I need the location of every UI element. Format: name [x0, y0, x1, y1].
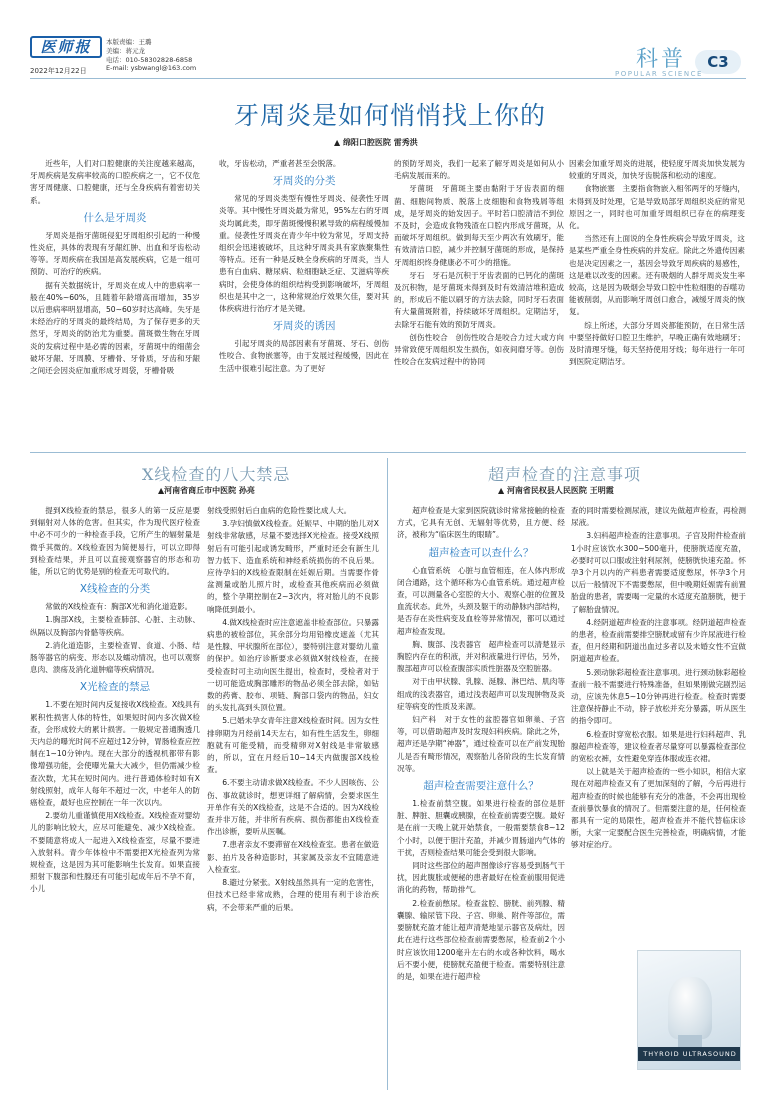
- staff-designer: 美编：蒋元龙: [106, 47, 145, 55]
- article3-title: 超声检查的注意事项: [488, 465, 642, 484]
- subheading: 牙周炎的分类: [272, 175, 336, 188]
- page-number: C3: [695, 50, 741, 74]
- staff-phone: 电话：010-58302828-6858: [106, 56, 193, 64]
- article1-column-3: [394, 158, 564, 448]
- paragraph: 3.妇科超声检查的注意事项。子宫及附件检查前1小时应该饮水300~500毫升，使膀胱适度充盈，必要时可以口服或注射利尿剂，使膀胱快速充盈。怀孕3个月以内的产科患者需要适度憋尿，怀孕3个月以后一般情况下不需要憋尿，但中晚期妊娠需有前置胎盘的患者，需要喝一定量的水适度充盈膀胱，便于了解胎盘情况。: [571, 531, 746, 614]
- paragraph: 以上就是关于超声检查的一些小知识，相信大家现在对超声检查又有了更加深刻的了解，今后再进行超声检查的时候也能够有充分的准备，不会再出现检查前暴饮暴食的情况了。但需要注意的是，任何检查都具有一定的局限性，超声检查并不能代替临床诊断，大家一定要配合医生完善检查，明确病情，才能够对症治疗。: [571, 767, 746, 850]
- article1-byline: ▲ 绵阳口腔医院 雷秀洪: [334, 138, 418, 147]
- paragraph: 同时这些部位的超声图像诊疗容易受到肠气干扰，因此腹胀或便秘的患者最好在检查前服用促进消化的药物，帮助排气。: [397, 861, 565, 895]
- paragraph: 食物嵌塞 主要指食物嵌入相邻两牙的牙缝内，未得到及时处理，它是导致局部牙周组织炎症的常见原因之一，同时也可加重牙周组织已存在的病理变化。: [569, 184, 745, 231]
- paragraph: 查的同时需要检测尿液，建议先做超声检查，再检测尿液。: [571, 506, 746, 528]
- paragraph: 6.不要主动请求做X线检查。不少人因咳伤、公伤、事故就诊时，想更详细了解病情，会要求医生开单作有关的X线检查，这是不合适的。因为X线检查并非万能，并非所有疾病、损伤都能由X线检查作出诊断，要听从医嘱。: [207, 778, 379, 837]
- paragraph: 8.避过分紧张。X射线虽然具有一定的危害性，但技术已经非常成熟，合理的使用有利于诊治疾病，不会带来严重的后果。: [207, 878, 379, 912]
- paragraph: 常见的牙周炎类型有慢性牙周炎、侵袭性牙周炎等。其中慢性牙周炎最为常见，95%左右的牙周炎均属此类，即牙菌斑慢慢积累导致的病程缓慢加重。侵袭性牙周炎在青少年中较为常见，牙周支持组织会迅速被破坏，且这种牙周炎具有家族聚集性等特点。还有一种是反映全身疾病的牙周炎，当人患有白血病、糖尿病、粒细胞缺乏症、艾滋病等疾病时，会使身体的组织结构受到影响破坏，牙周组织也是其中之一，这种常规治疗效果欠佳，要对其体疾病进行治疗才是关键。: [219, 194, 389, 314]
- newspaper-logo: 医师报: [30, 36, 102, 58]
- paragraph: 7.患者亲友不要滞留在X线检查室。患者在做造影、拍片及各种造影时，其家属及亲友不宜随意进入检查室。: [207, 840, 379, 874]
- section-divider: [30, 452, 746, 453]
- subheading: 超声检查可以查什么？: [428, 546, 534, 559]
- paragraph: 当然还有上面说的全身性疾病会导致牙周炎，这是某些严重全身性疾病的并发症。除此之外遗传因素也是决定因素之一，基因会导致牙周疾病的易感性，这是难以改变的因素。还有吸烟的人群牙周炎发生率较高，这是因为吸烟会导致口腔中性粒细胞的吞噬功能被削弱，从而影响牙周创口愈合，减缓牙周炎的恢复。: [569, 234, 745, 317]
- article2-column-2: [207, 505, 379, 1090]
- paragraph: 2.消化道造影，主要检查胃、食道、小肠、结肠等器官的病变、形态以及蠕动情况，也可以观察息肉、溃疡及消化道肿瘤等疾病情况。: [30, 640, 200, 675]
- subheading: 牙周炎的诱因: [272, 320, 336, 333]
- paragraph: 常做的X线检查有：胸部X光和消化道造影。: [45, 602, 193, 612]
- paragraph: 4.经阴道超声检查的注意事项。经阴道超声检查的患者，检查前需要排空膀胱或留有少许尿液进行检查，但月经期和阴道出血过多者以及未婚女性不宜做阴道超声检查。: [571, 617, 746, 664]
- paragraph: 的预防牙周炎，我们一起来了解牙周炎是如何从小毛病发展而来的。: [394, 159, 564, 181]
- paragraph: 2.要幼儿重谨慎使用X线检查。X线检查对婴幼儿的影响比较大，应尽可能避免、减少X线检查。不要随意将成人一起进入X线检查室，尽量不要进入放射科。青少年体检中不需要把X光检查列为常规检查，这是因为其可能影响生长发育。如果直接照射下腹部和性腺还有可能引起成年后不孕不育，小儿: [30, 811, 200, 894]
- paragraph: 3.孕妇慎做X线检查。妊娠早、中期的胎儿对X射线非常敏感，尽量不要选择X光检查。接受X线照射后有可能引起或诱发畸形，严重时还会有新生儿智力低下、造血系统和神经系统损伤的不良后果。应待孕妇的X线检查限制在妊娠后期。当需要作骨盆测量或胎儿照片时，或检查其他疾病而必须做的，整个孕期控制在2~3次内，将对胎儿的不良影响降低到最小。: [207, 519, 379, 614]
- paragraph: 超声检查是大家到医院就诊时常常接触的检查方式，它具有无创、无辐射等优势，且方便、经济，被称为“临床医生的眼睛”。: [397, 506, 565, 540]
- article3-column-1: [397, 505, 565, 1090]
- article1-column-2: [219, 158, 389, 448]
- article2-byline: ▲河南省商丘市中医院 孙亮: [158, 486, 255, 495]
- paragraph: 据有关数据统计，牙周炎在成人中的患病率一般在40%~60%，且随着年龄增高而增加，35岁以后患病率明显增高，50~60岁时达高峰。失牙是未经治疗的牙周炎的最终结局，为了保存更多的天然牙，牙周炎的防治尤为重要。菌斑微生物在牙周炎的发病过程中是必需的因素，牙菌斑中的细菌会破坏牙龈、牙周膜、牙槽骨、牙骨质，牙齿和牙龈之间还会因炎症加重形成牙周袋，牙槽骨吸: [30, 280, 200, 376]
- paragraph: 5.已婚未孕女青年注意X线检查时间。因为女性排卵期为月经前14天左右，如有性生活发生，卵细胞就有可能受精，而受精卵对X射线是非常敏感的，所以，宜在月经后10~14天内做腹部X线检查。: [207, 716, 379, 775]
- article3-column-2: [571, 505, 746, 945]
- article3-byline: ▲ 河南省民权县人民医院 王明霞: [498, 486, 614, 495]
- subheading: X线检查的分类: [79, 583, 151, 596]
- section-title: 科普: [636, 47, 687, 72]
- paragraph: 提到X线检查的禁忌，很多人的第一反应是要到辐射对人体的危害。但其实，作为现代医疗检查中必不可少的一种检查手段，它所产生的辐射量是微乎其微的。X线检查因为简便易行，可以立即得到检查结果，并且可以直接观察器官的形态和功能，所以它的优势是别的检查无可取代的。: [30, 506, 200, 577]
- paragraph: 牙石 牙石是沉积于牙齿表面的已钙化的菌斑及沉积物，是牙菌斑未得到及时有效清洁堆积造成的，形成后不能以刷牙的方法去除，同时牙石表面有大量菌斑附着，持续破坏牙周组织。定期洁牙，去除牙石能有效的预防牙周炎。: [394, 270, 564, 329]
- ultrasound-probe-image: [668, 977, 712, 1039]
- paragraph: 2.检查前憋尿。检查盆腔、膀胱、前列腺、精囊腺、输尿管下段、子宫、卵巢、附件等部位，需要膀胱充盈才能让超声清楚地显示器官及病灶，因此在进行这些部位检查前需要憋尿，检查前2个小时应该饮用1200毫升左右的水或各种饮料，喝水后不要小便，使膀胱充盈便于检查。需要特别注意的是，如果在进行超声检: [397, 898, 565, 981]
- paragraph: 综上所述，大部分牙周炎都能预防，在日常生活中要坚持做好口腔卫生维护，早晚正确有效地刷牙；及时清理牙缝，每天坚持使用牙线；每年进行一年可到医院定期洁牙。: [569, 320, 745, 367]
- article2-column-1: [30, 505, 200, 1090]
- column-divider: [387, 458, 388, 1090]
- paragraph: 牙菌斑 牙菌斑主要由黏附于牙齿表面的细菌、细胞间物质、脱落上皮细胞和食物残屑等组成，是牙周炎的始发因子。平时若口腔清洁不到位不及时，会造成食物残渣在口腔内形成牙菌斑，从而破坏牙周组织。做到每天至少两次有效刷牙，能有效清洁口腔，减少并控制牙菌斑的形成，是保持牙周组织终身健康必不可少的措施。: [394, 184, 564, 267]
- paragraph: 4.做X线检查时应注意遮盖非检查部位。只暴露病患的被检部位，其余部分均用铅橡皮遮盖（尤其是性腺、甲状腺所在部位），要特别注意对婴幼儿童的保护。如治疗诊断要求必须做X射线检查，在接受检查时可主动向医生提出，检查时，受检者对于一切可能造成胸部雕形的物品必须全部去除，如钻数的药膏、胶布、项链、胸部口袋内的物品，妇女的头发扎高到头顶位置。: [207, 617, 379, 713]
- issue-date: 2022年12月22日: [30, 67, 87, 75]
- photo-caption: THYROID ULTRASOUND: [638, 1047, 741, 1061]
- paragraph: 近些年，人们对口腔健康的关注度越来越高，牙周疾病是发病率较高的口腔疾病之一，它不仅危害牙周健康、口腔健康，还与全身疾病有着密切关系。: [30, 159, 200, 205]
- staff-editor: 本版责编：王璐: [106, 38, 152, 46]
- masthead-rule: [30, 78, 746, 79]
- paragraph: 射线受照射后白血病的危险性要比成人大。: [207, 506, 352, 515]
- paragraph: 创伤性咬合 创伤性咬合是咬合力过大或方向异常致使牙周组织发生损伤，如夜间磨牙等。创伤性咬合在发病过程中的协同: [394, 332, 564, 367]
- subheading: 什么是牙周炎: [83, 211, 147, 224]
- subheading: 超声检查需要注意什么？: [423, 780, 539, 793]
- section-subtitle: POPULAR SCIENCE: [615, 70, 703, 78]
- paragraph: 5.颈动脉彩超检查注意事项。进行颈动脉彩超检查前一般不需要进行特殊准备，但如果刚做完剧烈运动，应该先休息5~10分钟再进行检查。检查时需要注意保持静止不动，脖子放松并充分暴露，听从医生的指令即可。: [571, 667, 746, 726]
- paragraph: 牙周炎是指牙菌斑侵犯牙周组织引起的一种慢性炎症，具体的表现有牙龈红肿、出血和牙齿松动等等。牙周疾病在我国是高发展疾病，它是一组可预防、可治疗的疾病。: [30, 230, 200, 277]
- paragraph: 心血管系统 心脏与血管相连，在人体内形成闭合通路，这个循环称为心血管系统。通过超声检查，可以测量各心室腔的大小、观察心脏的位置及血流状态。此外，头颈及躯干的动静脉内部结构，是否存在炎性病变及血栓等异常情况，都可以通过超声检查发现。: [397, 565, 565, 636]
- paragraph: 1.不要在短时间内反复接收X线检查。X线具有累积性损害人体的特性，如果短时间内多次做X检查，会形成较大的累计损害。一般规定普通胸透几天内总的曝光时间不应超过12分钟，胃肠检查应控制在1~10分钟内。现在大部分的透视机都带有影像增强功能，会使曝光量大大减少，但仍需减少检查次数，尤其在短时间内。进行普通体检时如有X射线照射，成年人每年不超过一次，中老年人的防癌检查，最好也应控制在一年一次以内。: [30, 700, 200, 808]
- paragraph: 妇产科 对于女性的盆腔器官如卵巢、子宫等，可以借助超声及时发现妇科疾病。除此之外，超声还是孕期“神器”，通过检查可以在产前发现胎儿是否有畸形情况，观察胎儿各阶段的生长发育情况等。: [397, 715, 565, 773]
- staff-email: E-mail: ysbwangl@163.com: [106, 64, 197, 72]
- paragraph: 胸、腹部、浅表器官 超声检查可以清楚显示胸腔内存在的积液，并对积液量进行评估，另外，腹部超声可以检查腹部实质性脏器及空腔脏器。: [397, 639, 565, 674]
- paragraph: 引起牙周炎的局部因素有牙菌斑、牙石、创伤性咬合、食物嵌塞等，由于发展过程缓慢，因此在生活中很难引起注意。为了更好: [219, 339, 389, 373]
- article1-headline: 牙周炎是如何悄悄找上你的: [233, 101, 546, 130]
- subheading: X光检查的禁忌: [79, 681, 151, 694]
- article1-column-1: [30, 158, 200, 448]
- paragraph: 因素会加重牙周炎的进展，使轻度牙周炎加快发展为较重的牙周炎，加快牙齿脱落和松动的速度。: [569, 159, 745, 181]
- paragraph: 6.检查时穿宽松衣服。如果是进行妇科超声、乳腺超声检查等，建议检查者尽量穿可以暴露检查部位的宽松衣裤，女性避免穿连体服或连衣裙。: [571, 729, 746, 764]
- article2-title: X线检查的八大禁忌: [142, 465, 291, 484]
- paragraph: 对于由甲状腺、乳腺、涎腺、淋巴结、肌肉等组成的浅表器官，通过浅表超声可以发现肿物及炎症等病变的性质及来源。: [397, 677, 565, 711]
- paragraph: 1.检查前禁空腹。如果进行检查的部位是肝脏、脾脏、胆囊或胰腺，在检查前需要空腹。最好是在前一天晚上就开始禁食，一般需要禁食8~12个小时，以便于胆汁充盈，并减少胃肠道内气体的干扰，否则检查结果可能会受到很大影响。: [397, 799, 565, 857]
- ultrasound-photo: [637, 950, 741, 1070]
- article1-column-4: [569, 158, 745, 448]
- paragraph: 收，牙齿松动，严重者甚至会脱落。: [219, 159, 341, 168]
- paragraph: 1.胸部X线，主要检查肺部、心脏、主动脉、纵隔以及胸部内骨骼等疾病。: [30, 615, 200, 637]
